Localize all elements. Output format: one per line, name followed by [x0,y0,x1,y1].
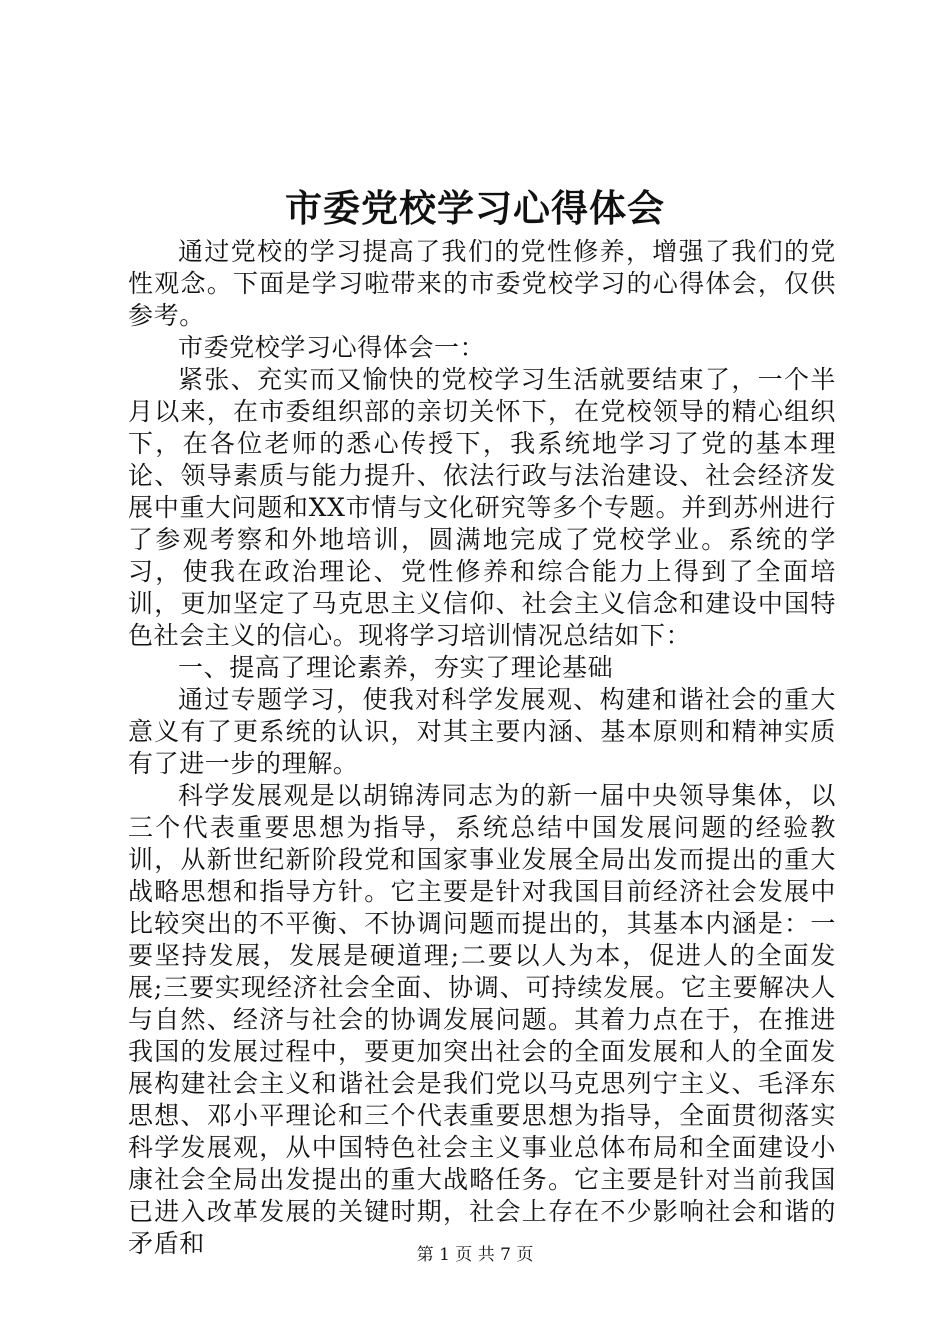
paragraph-development: 科学发展观是以胡锦涛同志为的新一届中央领导集体，以三个代表重要思想为指导，系统总结中国发展问题的经验教训，从新世纪新阶段党和国家事业发展全局出发而提出的重大战略思想和指导方针。它主要是针对我国目前经济社会发展中比较突出的不平衡、不协调问题而提出的，其基本内涵是：一要坚持发展，发展是硬道理;二要以人为本，促进人的全面发展;三要实现经济社会全面、协调、可持续发展。它主要解决人与自然、经济与社会的协调发展问题。其着力点在于，在推进我国的发展过程中，要更加突出社会的全面发展和人的全面发展构建社会主义和谐社会是我们党以马克思列宁主义、毛泽东思想、邓小平理论和三个代表重要思想为指导，全面贯彻落实科学发展观，从中国特色社会主义事业总体布局和全面建设小康社会全局出发提出的重大战略任务。它主要是针对当前我国已进入改革发展的关键时期，社会上存在不少影响社会和谐的矛盾和 [128,781,836,1258]
paragraph-theory: 通过专题学习，使我对科学发展观、构建和谐社会的重大意义有了更系统的认识，对其主要内涵、基本原则和精神实质有了进一步的理解。 [128,685,836,778]
subsection-heading-1: 一、提高了理论素养，夯实了理论基础 [178,653,614,682]
paragraph-summary: 紧张、充实而又愉快的党校学习生活就要结束了，一个半月以来，在市委组织部的亲切关怀下，在党校领导的精心组织下，在各位老师的悉心传授下，我系统地学习了党的基本理论、领导素质与能力提升、依法行政与法治建设、社会经济发展中重大问题和XX市情与文化研究等多个专题。并到苏州进行了参观考察和外地培训，圆满地完成了党校学业。系统的学习，使我在政治理论、党性修养和综合能力上得到了全面培训，更加坚定了马克思主义信仰、社会主义信念和建设中国特色社会主义的信心。现将学习培训情况总结如下： [128,365,836,650]
section-heading-1: 市委党校学习心得体会一： [178,333,486,362]
document-body [128,236,836,1260]
paragraph-intro: 通过党校的学习提高了我们的党性修养，增强了我们的党性观念。下面是学习啦带来的市委党校学习的心得体会，仅供参考。 [128,237,836,330]
page-footer: 第 1 页 共 7 页 [416,1245,534,1265]
document-title: 市委党校学习心得体会 [285,186,665,230]
